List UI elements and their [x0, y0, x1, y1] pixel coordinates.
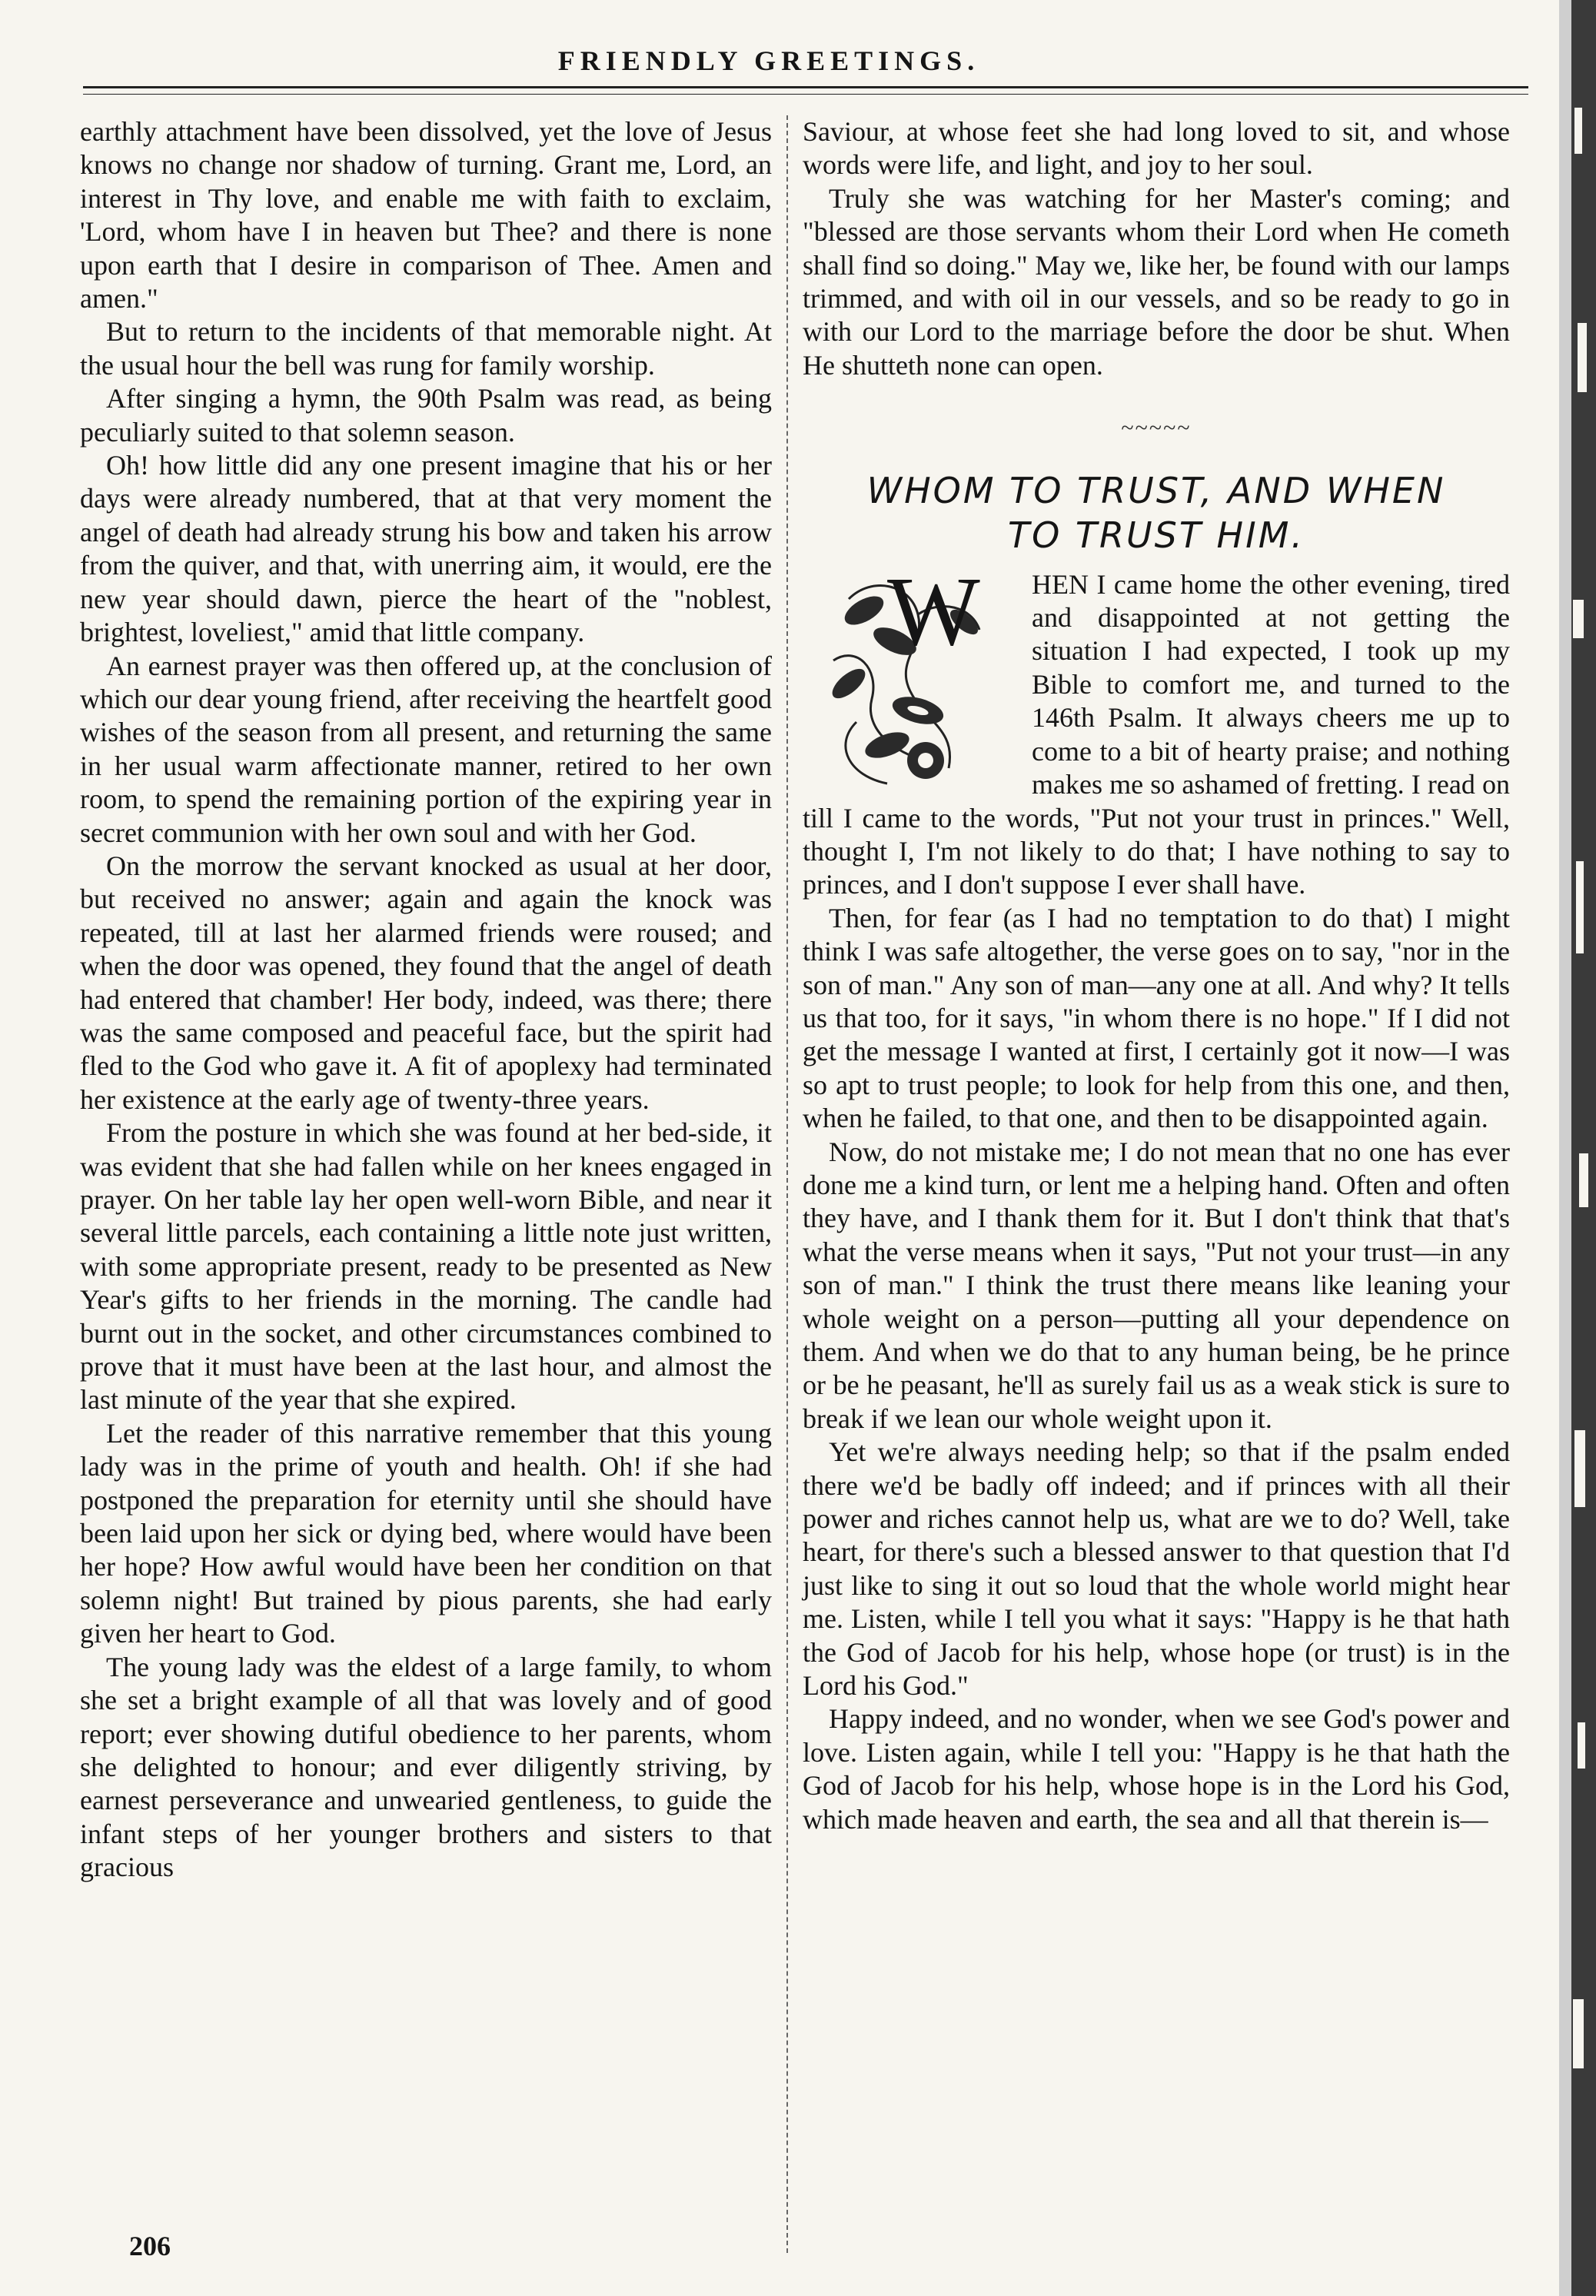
article-title: WHOM TO TRUST, AND WHEN TO TRUST HIM. — [866, 469, 1446, 556]
article-paragraph: Then, for fear (as I had no temptation to do that) I might think I was safe altogether, the verse goes on to say, "nor in the son of man." Any son of man—any one at all. And why? It tells us that too, for it says, "in whom there is no hope." If I did not get the message I wanted at first, I certainly got it now—I was so apt to trust people; to look for help from this one, and then, when he failed, to that one, and then to be disappointed again. — [803, 902, 1510, 1134]
left-paragraph: An earnest prayer was then offered up, at the conclusion of which our dear young friend, after receiving the heartfelt good wishes of the season from all present, and returning the same in her usual warm affectionate manner, retired to her own room, to spend the remaining portion of the expiring year in secret communion with her own soul and with her God. — [80, 650, 772, 848]
left-paragraph: From the posture in which she was found at her bed-side, it was evident that she had fallen while on her knees engaged in prayer. On her table lay her open well-worn Bible, and near it several little parcels, each containing a little note just written, with some appropriate present, ready to be presented as New Year's gifts to her friends in the morning. The candle had burnt out in the socket, and other circumstances combined to prove that it must have been at the last hour, and almost the last minute of the year that she expired. — [80, 1117, 772, 1416]
right-paragraph: Truly she was watching for her Master's coming; and "blessed are those servants whom their Lord when He cometh shall find so doing." May we, like her, be found with our lamps trimmed, and with oil in our vessels, and so be ready to go in with our Lord to the marriage before the door be shut. When He shutteth none can open. — [803, 182, 1510, 381]
left-paragraph: Let the reader of this narrative remember that this young lady was in the prime of youth and health. Oh! if she had postponed the preparation for eternity until she should have been laid upon her sick or dying bed, where would have been her hope? How awful would have been her condition on that solemn night! But trained by pious parents, she had early given her heart to God. — [80, 1417, 772, 1649]
decorated-initial — [803, 556, 1026, 793]
header-rule-thick — [83, 86, 1528, 88]
first-paragraph-text: I came home the other evening, tired and disappointed at not getting the situation I had expected, I took up my Bible to comfort me, and turned to the 146th Psalm. It always cheers me up to come to a bit of hearty praise; and nothing makes me so ashamed of fretting. I read on till I came to the words, "Put not your trust in princes." Well, thought I, I'm not likely to do that; I have nothing to say to princes, and I don't suppose I ever shall have. — [803, 568, 1510, 900]
left-paragraph: earthly attachment have been dissolved, yet the love of Jesus knows no change nor shadow of turning. Grant me, Lord, an interest in Thy love, and enable me with faith to exclaim, 'Lord, whom have I in heaven but Thee? and there is none upon earth that I desire in comparison of Thee. Amen and amen." — [80, 116, 772, 314]
dropcap-letter: W — [887, 556, 980, 666]
left-column — [80, 115, 772, 1885]
article-paragraph: Yet we're always needing help; so that if the psalm ended there we'd be badly off indeed; and if princes with all their power and riches cannot help us, what are we to do? Well, take heart, for there's such a blessed answer to that question that I'd just like to sing it out so loud that the whole world might hear me. Listen, while I tell you what it says: "Happy is he that hath the God of Jacob for his help, whose hope (or trust) is in the Lord his God." — [803, 1436, 1510, 1702]
column-divider — [786, 115, 788, 2253]
first-word-rest: HEN — [1032, 568, 1089, 600]
article-body — [803, 556, 1510, 1836]
page-number: 206 — [129, 2231, 171, 2261]
left-paragraph: Oh! how little did any one present imagine that his or her days were already numbered, that at that very moment the angel of death had already strung his bow and taken his arrow from the quiver, and that, with unerring aim, it would, ere the new year should dawn, pierce the heart of the "noblest, brightest, loveliest," amid that little company. — [80, 450, 772, 648]
article-first-paragraph — [803, 556, 1510, 902]
left-paragraph: After singing a hymn, the 90th Psalm was read, as being peculiarly suited to that solemn season. — [80, 383, 772, 448]
right-column — [803, 115, 1510, 1836]
left-paragraph: The young lady was the eldest of a large family, to whom she set a bright example of all that was lovely and of good report; ever showing dutiful obedience to her parents, whom she delighted to honour; and ever diligently striving, by earnest perseverance and unwearied gentleness, to guide the infant steps of her younger brothers and sisters to that gracious — [80, 1651, 772, 1883]
right-paragraph: Saviour, at whose feet she had long loved to sit, and whose words were life, and light, and joy to her soul. — [803, 116, 1510, 181]
left-paragraph: On the morrow the servant knocked as usual at her door, but received no answer; again and again the knock was repeated, till at last her alarmed friends were roused; and when the door was opened, they found that the angel of death had entered that chamber! Her body, indeed, was there; there was the same composed and peaceful face, but the spirit had fled to the God who gave it. A fit of apoplexy had terminated her existence at the early age of twenty-three years. — [80, 850, 772, 1115]
header-rule-thin — [83, 94, 1528, 95]
left-paragraph: But to return to the incidents of that memorable night. At the usual hour the bell was rung for family worship. — [80, 316, 772, 381]
section-ornament: ~~~~~ — [1121, 415, 1192, 441]
running-title: FRIENDLY GREETINGS. — [557, 45, 980, 76]
article-paragraph: Happy indeed, and no wonder, when we see God's power and love. Listen again, while I tell you: "Happy is he that hath the God of Jacob for his help, whose hope is in the Lord his God, which made heaven and earth, the sea and all that therein is— — [803, 1703, 1510, 1835]
scanned-page-edge — [1559, 0, 1596, 2296]
article-paragraph: Now, do not mistake me; I do not mean that no one has ever done me a kind turn, or lent me a helping hand. Often and often they have, and I thank them for it. But I don't think that that's what the verse means when it says, "Put not your trust—in any son of man." I think the trust there means like leaning your whole weight on a person—putting all your dependence on them. And when we do that to any human being, be he prince or be he peasant, he'll as surely fail us as a weak stick is sure to break if we lean our whole weight upon it. — [803, 1136, 1510, 1434]
